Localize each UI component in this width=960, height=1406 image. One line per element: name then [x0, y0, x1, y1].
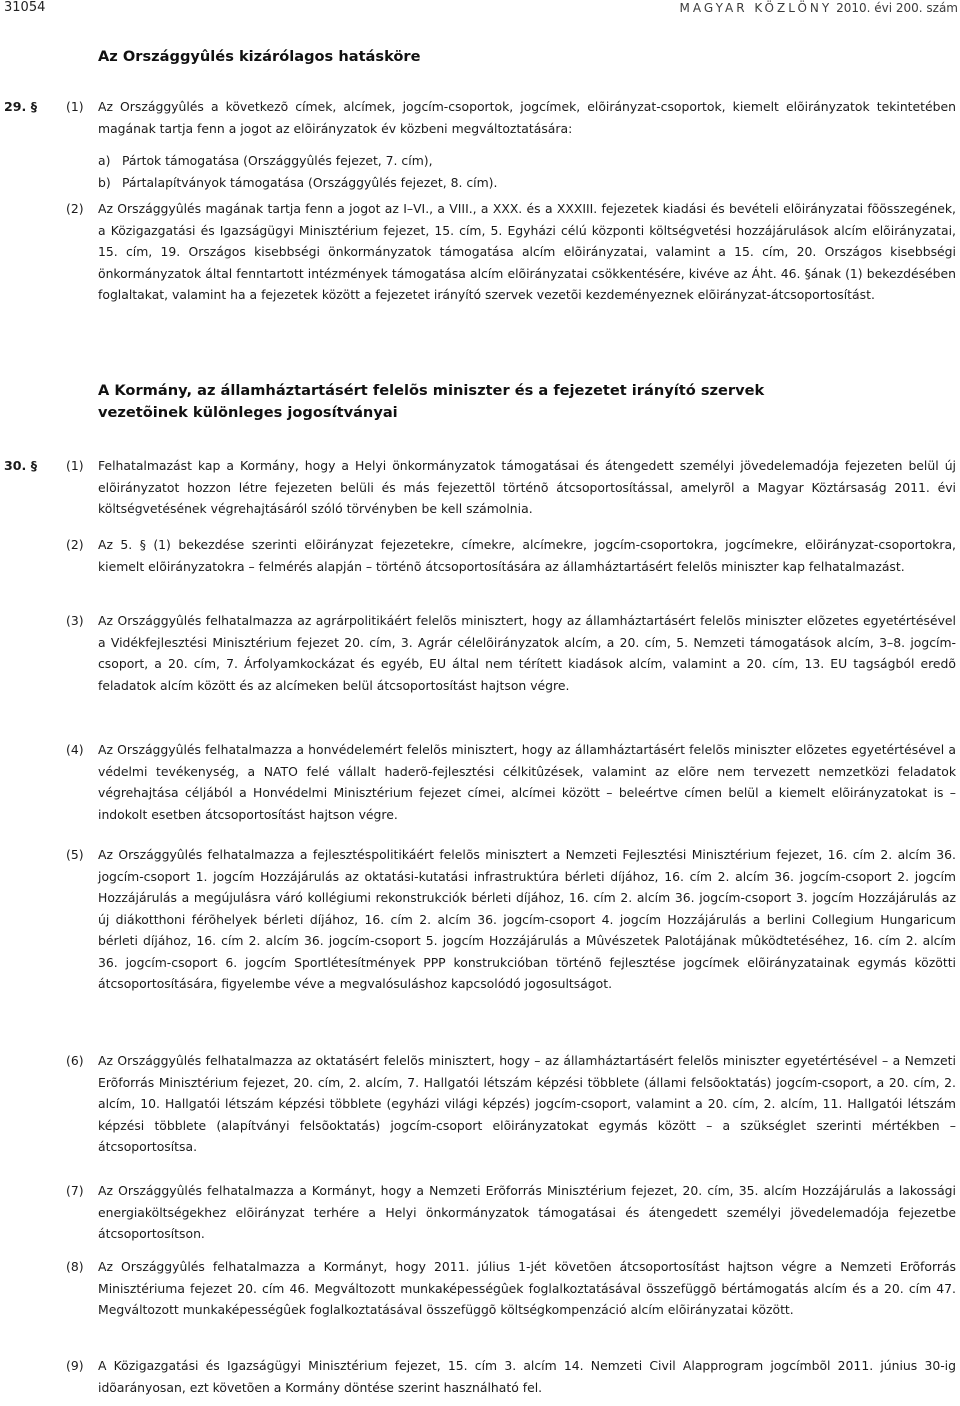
section-number: 29. § [4, 99, 37, 114]
list-item-text: Pártok támogatása (Országgyûlés fejezet, 7. cím), [122, 153, 433, 168]
paragraph-text: Az Országgyûlés felhatalmazza a Kormányt, hogy 2011. július 1-jét követõen átcsoportosítást hajtson végre a Nemzeti Erõforrás Minisztériuma fejezet 20. cím 46. Megváltozott munkaképességûek foglalkoztatásával összefüggõ bértámogatás alcím és a 20. cím 47. Megváltozott munkaképességûek foglalkoztatásával összefüggõ költségkompenzáció alcím elõirányzatai között. [98, 1259, 956, 1317]
paragraph-label: (1) [66, 99, 84, 114]
publication-name: MAGYAR KÖZLÖNY [679, 1, 833, 15]
paragraph-label: (6) [66, 1053, 84, 1068]
paragraph-text: Az Országgyûlés felhatalmazza az oktatásért felelõs minisztert, hogy – az államháztartásért felelõs miniszter egyetértésével – a Nemzeti Erõforrás Minisztérium fejezet, 20. cím, 2. alcím, 7. Hallgatói létszám képzési többlete (állami felsõoktatás) jogcím-csoport, a 20. cím, 2. alcím, 10. Hallgatói létszám képzési többlete (egyházi világi képzés) jogcím-csoport, valamint a 20. cím, 2. alcím, 11. Hallgatói létszám képzési többlete (alapítványi felsõoktatás) jogcím-csoport elõirányzatokat egymás között – a szükséglet szerinti mértékben – átcsoportosítsa. [98, 1053, 956, 1154]
paragraph [66, 739, 956, 825]
paragraph-label: (7) [66, 1183, 84, 1198]
paragraph-label: (1) [66, 458, 84, 473]
paragraph-text: Az Országgyûlés felhatalmazza a honvédelemért felelõs minisztert, hogy az államháztartásért felelõs miniszter elõzetes egyetértésével a védelmi tevékenység, a NATO felé vállalt haderõ-fejlesztési célkitûzések, valamint az elõre nem tervezett nemzetközi feladatok végrehajtása céljából a Honvédelmi Minisztérium fejezet címei, alcímei között – beleértve címen belül a kiemelt elõirányzatokat is – indokolt esetben átcsoportosítást hajtson végre. [98, 742, 956, 822]
page-header [0, 0, 960, 18]
paragraph [66, 198, 956, 306]
paragraph-text: Az Országgyûlés magának tartja fenn a jogot az I–VI., a VIII., a XXX. és a XXXIII. fejezetek kiadási és bevételi elõirányzatai fõösszegének, a Közigazgatási és Igazságügyi Minisztérium fejezet, 15. cím, 5. Egyházi célú központi költségvetési hozzájárulások alcím elõirányzatai, 15. cím, 19. Országos kisebbségi önkormányzatok támogatása alcím elõirányzatai, valamint a 15. cím, 20. Országos kisebbségi önkormányzatok által fenntartott intézmények támogatása alcím elõirányzatai csökkentésére, kivéve az Áht. 46. §ának (1) bekezdésében foglaltakat, valamint ha a fejezetek között a fejezetet irányító szervek vezetõi kezdeményeznek elõirányzat-átcsoportosítást. [98, 201, 956, 302]
paragraph [66, 96, 956, 139]
paragraph [66, 455, 956, 520]
paragraph-text: Az 5. § (1) bekezdése szerinti elõirányzat fejezetekre, címekre, alcímekre, jogcím-csoportokra, jogcímekre, elõirányzat-csoportokra, kiemelt elõirányzatokra – felmérés alapján – történõ átcsoportosítására az államháztartásért felelõs miniszter kap felhatalmazást. [98, 537, 956, 574]
list-item [98, 150, 956, 172]
paragraph-text: Az Országgyûlés a következõ címek, alcímek, jogcím-csoportok, jogcímek, elõirányzat-csoportok, kiemelt elõirányzatok tekintetében magának tartja fenn a jogot az elõirányzatok év közbeni megváltoztatására: [98, 99, 956, 136]
paragraph-text: Az Országgyûlés felhatalmazza a Kormányt, hogy a Nemzeti Erõforrás Minisztérium fejezet, 20. cím, 35. alcím Hozzájárulás a lakossági energiaköltségekhez elõirányzat terhére a Helyi önkormányzatok támogatásai és átengedett személyi jövedelemadója fejezetbe átcsoportosítson. [98, 1183, 956, 1241]
paragraph [66, 1180, 956, 1245]
list-item-label: b) [98, 175, 111, 190]
paragraph-label: (8) [66, 1259, 84, 1274]
paragraph-text: Az Országgyûlés felhatalmazza az agrárpolitikáért felelõs minisztert, hogy az államháztartásért felelõs miniszter elõzetes egyetértésével a Vidékfejlesztési Minisztérium fejezet 20. cím, 3. Agrár célelõirányzatok alcím, a 20. cím, 5. Nemzeti támogatások alcím, 3–8. jogcím-csoport, a 20. cím, 7. Árfolyamkockázat és egyéb, EU által nem térített kiadások alcím, valamint a 20. cím, 13. EU tagságból eredõ feladatok alcím között és az alcímeken belül átcsoportosítást hajtson végre. [98, 613, 956, 693]
paragraph-label: (9) [66, 1358, 84, 1373]
paragraph-label: (4) [66, 742, 84, 757]
paragraph [66, 844, 956, 995]
paragraph-text: Az Országgyûlés felhatalmazza a fejlesztéspolitikáért felelõs minisztert a Nemzeti Fejlesztési Minisztérium fejezet, 16. cím 2. alcím 36. jogcím-csoport 1. jogcím Hozzájárulás az oktatási-kutatási infrastruktúra bérleti díjához, 16. cím 2. alcím 36. jogcím-csoport 2. jogcím Hozzájárulás a megújulásra váró kollégiumi rekonstrukciók bérleti díjához, 16. cím 2. alcím 36. jogcím-csoport 3. jogcím Hozzájárulás az új diákotthoni férõhelyek bérleti díjához, 16. cím 2. alcím 36. jogcím-csoport 4. jogcím Hozzájárulás a berlini Collegium Hungaricum bérleti díjához, 16. cím 2. alcím 36. jogcím-csoport 5. jogcím Hozzájárulás a Mûvészetek Palotájának mûködtetéséhez, 16. cím 2. alcím 36. jogcím-csoport 6. jogcím Sportlétesítmények PPP konstrukcióban történõ fejlesztése jogcímek elõirányzatainak egymás közötti átcsoportosítására, figyelembe véve a megvalósuláshoz kapcsolódó jogosultságot. [98, 847, 956, 991]
section-heading: A Kormány, az államháztartásért felelõs miniszter és a fejezetet irányító szervek vezetõinek különleges jogosítványai [98, 382, 765, 421]
paragraph [66, 1256, 956, 1321]
paragraph [66, 1050, 956, 1158]
paragraph [66, 610, 956, 696]
paragraph [66, 1355, 956, 1398]
page-number: 31054 [4, 0, 46, 15]
section-number: 30. § [4, 458, 37, 473]
paragraph-label: (2) [66, 537, 84, 552]
section-heading: Az Országgyûlés kizárólagos hatásköre [98, 48, 421, 65]
paragraph-text: A Közigazgatási és Igazságügyi Minisztérium fejezet, 15. cím 3. alcím 14. Nemzeti Civil Alapprogram jogcímbõl 2011. június 30-ig idõarányosan, ezt követõen a Kormány döntése szerint használható fel. [98, 1358, 956, 1395]
list-item-label: a) [98, 153, 111, 168]
paragraph-label: (5) [66, 847, 84, 862]
list-item-text: Pártalapítványok támogatása (Országgyûlés fejezet, 8. cím). [122, 175, 498, 190]
paragraph-text: Felhatalmazást kap a Kormány, hogy a Helyi önkormányzatok támogatásai és átengedett személyi jövedelemadója fejezeten belül új elõirányzatot hozzon létre fejezeten belüli és más fejezettõl történõ átcsoportosítással, amelyrõl a Magyar Köztársaság 2011. évi költségvetésének végrehajtásáról szóló törvényben be kell számolnia. [98, 458, 956, 516]
paragraph [66, 534, 956, 577]
paragraph-label: (3) [66, 613, 84, 628]
list-item [98, 172, 956, 194]
running-head [680, 0, 958, 16]
issue-info: 2010. évi 200. szám [836, 1, 958, 15]
paragraph-label: (2) [66, 201, 84, 216]
